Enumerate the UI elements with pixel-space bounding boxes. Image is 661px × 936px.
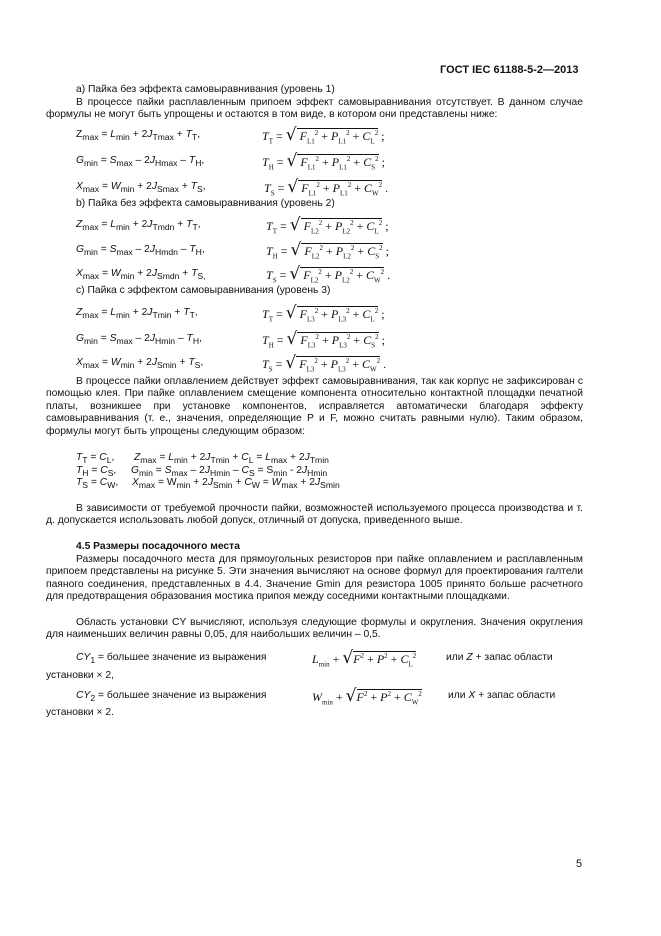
simplified-t-h: $T_H = C_S$, (76, 465, 117, 479)
level3-formula-x: $X_{max} = W_{min} + 2J_{Smin} + T_S$, (76, 357, 204, 371)
level1-formula-g: $G_{min} = S_{max} - 2J_{Hmax} - T_H$, (76, 155, 205, 169)
reflow-paragraph: В процессе пайки оплавлением действует эффект самовыравнивания, так как корпус не зафиксирован с помощью клея. При пайке оплавлением смещение компонента относительно контактной площадки печатной платы, возникшее при установке компонентов, исправляется автоматически благодаря эффекту самовыравнивания (т. е., значения, определяющие P и F, можно считать равными нулю). Таким образом, формулы могут быть упрощены следующим образом: (46, 376, 583, 437)
level1-formula-x: $X_{max} = W_{min} + 2J_{Smax} + T_S$, (76, 181, 206, 195)
cy1-expression: $L_{min} + √F^2 + P^2 + C_L^2$ (312, 648, 417, 669)
level3-radical-h: $T_H$ = √ $F_{L3}^2 + P_{L3}^2 + C_S^2$ ; (262, 329, 385, 350)
level1-title: a) Пайка без эффекта самовыравнивания (уровень 1) (76, 84, 335, 95)
cy2-continuation: установки × 2. (46, 707, 114, 718)
level3-radical-t: $T_T$ = √ $F_{L3}^2 + P_{L3}^2 + C_L^2$ ; (262, 303, 385, 324)
cy1-tail: или Z + запас области (446, 652, 553, 663)
document-header: ГОСТ IEC 61188-5-2—2013 (440, 64, 579, 76)
cy-paragraph: Область установки CY вычисляют, используя следующие формулы и округления. Значения округления для наименьших величин равны 0,05, для наибольших величин – 0,5. (46, 617, 583, 641)
level2-title: b) Пайка без эффекта самовыравнивания (уровень 2) (76, 198, 335, 209)
simplified-t-t: $T_T = C_L$, (76, 452, 115, 466)
cy1-lead: $CY_1$ = большее значение из выражения (76, 652, 267, 666)
level2-radical-t: $T_T$ = √ $F_{L2}^2 + P_{L2}^2 + C_L^2$ ; (266, 215, 389, 236)
level3-radical-s: $T_S$ = √ $F_{L3}^2 + P_{L3}^2 + C_W^2$ . (262, 353, 387, 374)
simplified-t-s: $T_S = C_W$, (76, 477, 119, 491)
page-number: 5 (576, 858, 583, 870)
level2-formula-g: $G_{min} = S_{max} - 2J_{Hmdn} - T_H$, (76, 244, 205, 258)
simplified-g: $G_{min} = S_{max} - 2J_{Hmin} - C_S = S_{min} - 2J_{Hmin}$ (131, 465, 328, 479)
cy2-lead: $CY_2$ = большее значение из выражения (76, 690, 267, 704)
level1-radical-h: $T_H$ = √ $F_{L1}^2 + P_{L1}^2 + C_S^2$ ; (262, 151, 385, 172)
simplified-z: $Z_{max} = L_{min} + 2J_{Tmin} + C_L = L_{max} + 2J_{Tmin}$ (134, 452, 329, 466)
level2-radical-h: $T_H$ = √ $F_{L2}^2 + P_{L2}^2 + C_S^2$ ; (266, 240, 389, 261)
cy2-expression: $W_{min} + √F^2 + P^2 + C_W^2$ (312, 686, 422, 707)
level1-radical-s: $T_S$ = √ $F_{L1}^2 + P_{L1}^2 + C_W^2$ . (264, 177, 389, 198)
level1-radical-t: $T_T$ = √ $F_{L1}^2 + P_{L1}^2 + C_L^2$ ; (262, 125, 385, 146)
section-title: 4.5 Размеры посадочного места (76, 541, 240, 552)
level2-formula-z: $Z_{max} = L_{min} + 2J_{Tmdn} + T_T$, (76, 219, 201, 233)
cy1-continuation: установки × 2, (46, 670, 114, 681)
tolerance-paragraph: В зависимости от требуемой прочности пайки, возможностей используемого процесса производства и т. д. допускается использовать любой допуск, отличный от допуска, приведенного выше. (46, 503, 583, 527)
level1-text: В процессе пайки расплавленным припоем эффект самовыравнивания отсутствует. В данном случае формулы не могут быть упрощены и остаются в том виде, в котором они представлены ниже: (46, 97, 583, 121)
land-paragraph: Размеры посадочного места для прямоугольных резисторов при пайке оплавлением и расплавленным припоем представлены на рисунке 5. Эти значения вычисляют на основе формул для проектирования галтели паяного соединения, представленных в 4.4. Значение Gmin для резистора 1005 принято больше расчетного для предотвращения образования мостика припоя между соседними контактными площадками. (46, 554, 583, 603)
level3-title: c) Пайка с эффектом самовыравнивания (уровень 3) (76, 285, 331, 296)
level3-formula-z: $Z_{max} = L_{min} + 2J_{Tmin} + T_T$, (76, 307, 198, 321)
cy2-tail: или X + запас области (448, 690, 556, 701)
level2-formula-x: $X_{max} = W_{min} + 2J_{Smdn} + T_{S,}$ (76, 268, 206, 282)
level2-radical-s: $T_S$ = √ $F_{L2}^2 + P_{L2}^2 + C_W^2$ . (266, 264, 391, 285)
level3-formula-g: $G_{min} = S_{max} - 2J_{Hmin} - T_H$, (76, 333, 202, 347)
simplified-x: $X_{max} = W_{min} + 2J_{Smin} + C_W = W_{max} + 2J_{Smin}$ (132, 477, 340, 491)
level1-formula-z: $Z_{max} = L_{min} + 2J_{Tmax} + T_T$, (76, 129, 201, 143)
